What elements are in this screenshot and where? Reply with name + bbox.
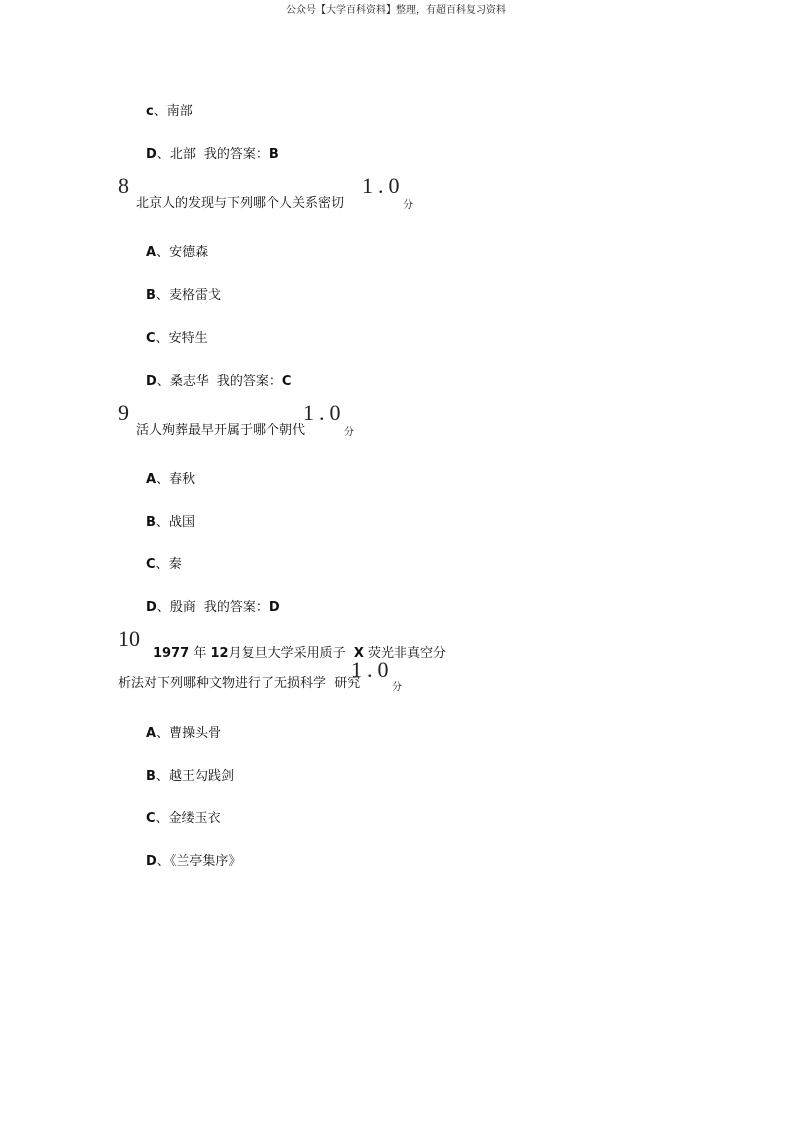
question-score: 1.0 — [303, 400, 346, 425]
q8-option-d — [146, 370, 291, 389]
option-sep: 、 — [156, 374, 170, 389]
option-letter: B — [146, 515, 156, 530]
month: 12 — [210, 646, 229, 661]
question-text-line1 — [153, 642, 446, 661]
q8-option-b — [146, 284, 221, 303]
year: 1977 — [153, 646, 190, 661]
question-score: 1.0 — [351, 657, 394, 682]
text-part: 月复旦大学采用质子 — [228, 646, 346, 661]
option-letter: D — [146, 600, 157, 615]
option-letter: A — [146, 245, 157, 260]
q9-option-b — [146, 511, 195, 530]
option-letter: c — [146, 104, 154, 119]
option-text: 秦 — [168, 557, 182, 572]
option-letter: C — [146, 811, 156, 826]
option-text: 越王勾践剑 — [168, 769, 234, 784]
option-text: 麦格雷戈 — [168, 288, 221, 303]
x-letter: X — [353, 646, 364, 661]
answer-value: D — [268, 600, 280, 615]
question-text: 北京人的发现与下列哪个人关系密切 — [136, 196, 345, 211]
q10-option-d — [146, 850, 241, 869]
option-sep: 、 — [155, 515, 169, 530]
text-part: 研究 — [334, 676, 361, 691]
question-text: 活人殉葬最早开属于哪个朝代 — [136, 423, 306, 438]
option-sep: 、 — [155, 811, 169, 826]
option-letter: D — [146, 854, 157, 869]
option-sep: 、 — [155, 288, 169, 303]
text-part: 荧光非真空分 — [368, 646, 447, 661]
score-unit: 分 — [344, 427, 354, 438]
q9-option-a — [146, 468, 195, 487]
option-text: 《兰亭集序》 — [169, 854, 242, 869]
option-text: 安德森 — [169, 245, 209, 260]
option-text: 桑志华 — [169, 374, 209, 389]
q7-option-c — [146, 100, 193, 119]
option-sep: 、 — [156, 472, 170, 487]
q10-option-c — [146, 807, 221, 826]
option-sep: 、 — [156, 600, 170, 615]
option-sep: 、 — [155, 769, 169, 784]
answer-value: B — [268, 147, 279, 162]
question-score: 1.0 — [362, 173, 405, 198]
option-text: 战国 — [168, 515, 195, 530]
q8-option-a — [146, 241, 208, 260]
answer-value: C — [281, 374, 292, 389]
q9-option-d — [146, 596, 280, 615]
option-sep: 、 — [156, 245, 170, 260]
answer-label: 我的答案： — [203, 147, 269, 162]
option-letter: B — [146, 288, 156, 303]
option-letter: C — [146, 557, 156, 572]
option-text: 殷商 — [169, 600, 196, 615]
score-unit: 分 — [403, 200, 413, 211]
q7-option-d — [146, 143, 279, 162]
answer-label: 我的答案： — [216, 374, 282, 389]
answer-label: 我的答案： — [203, 600, 269, 615]
option-letter: A — [146, 472, 157, 487]
option-sep: 、 — [155, 331, 169, 346]
question-number: 8 — [118, 173, 129, 198]
option-sep: 、 — [156, 726, 170, 741]
option-letter: B — [146, 769, 156, 784]
option-letter: C — [146, 331, 156, 346]
option-text: 春秋 — [169, 472, 196, 487]
question-text-line2 — [118, 672, 360, 691]
q8-option-c — [146, 327, 208, 346]
option-letter: D — [146, 147, 157, 162]
q10-option-a — [146, 722, 221, 741]
question-number: 9 — [118, 400, 129, 425]
option-sep: 、 — [156, 147, 170, 162]
score-unit: 分 — [392, 682, 402, 693]
question-number: 10 — [118, 626, 140, 651]
option-letter: A — [146, 726, 157, 741]
option-letter: D — [146, 374, 157, 389]
option-text: 安特生 — [168, 331, 208, 346]
page-header: 公众号【大学百科资料】整理，有超百科复习资料 — [286, 5, 506, 16]
option-text: 南部 — [166, 104, 193, 119]
text-part: 年 — [193, 646, 207, 661]
q9-option-c — [146, 553, 182, 572]
option-text: 曹操头骨 — [169, 726, 222, 741]
option-text: 北部 — [169, 147, 196, 162]
option-sep: 、 — [153, 104, 167, 119]
text-part: 析法对下列哪种文物进行了无损科学 — [118, 676, 327, 691]
q10-option-b — [146, 765, 234, 784]
option-text: 金缕玉衣 — [168, 811, 221, 826]
option-sep: 、 — [156, 854, 170, 869]
option-sep: 、 — [155, 557, 169, 572]
